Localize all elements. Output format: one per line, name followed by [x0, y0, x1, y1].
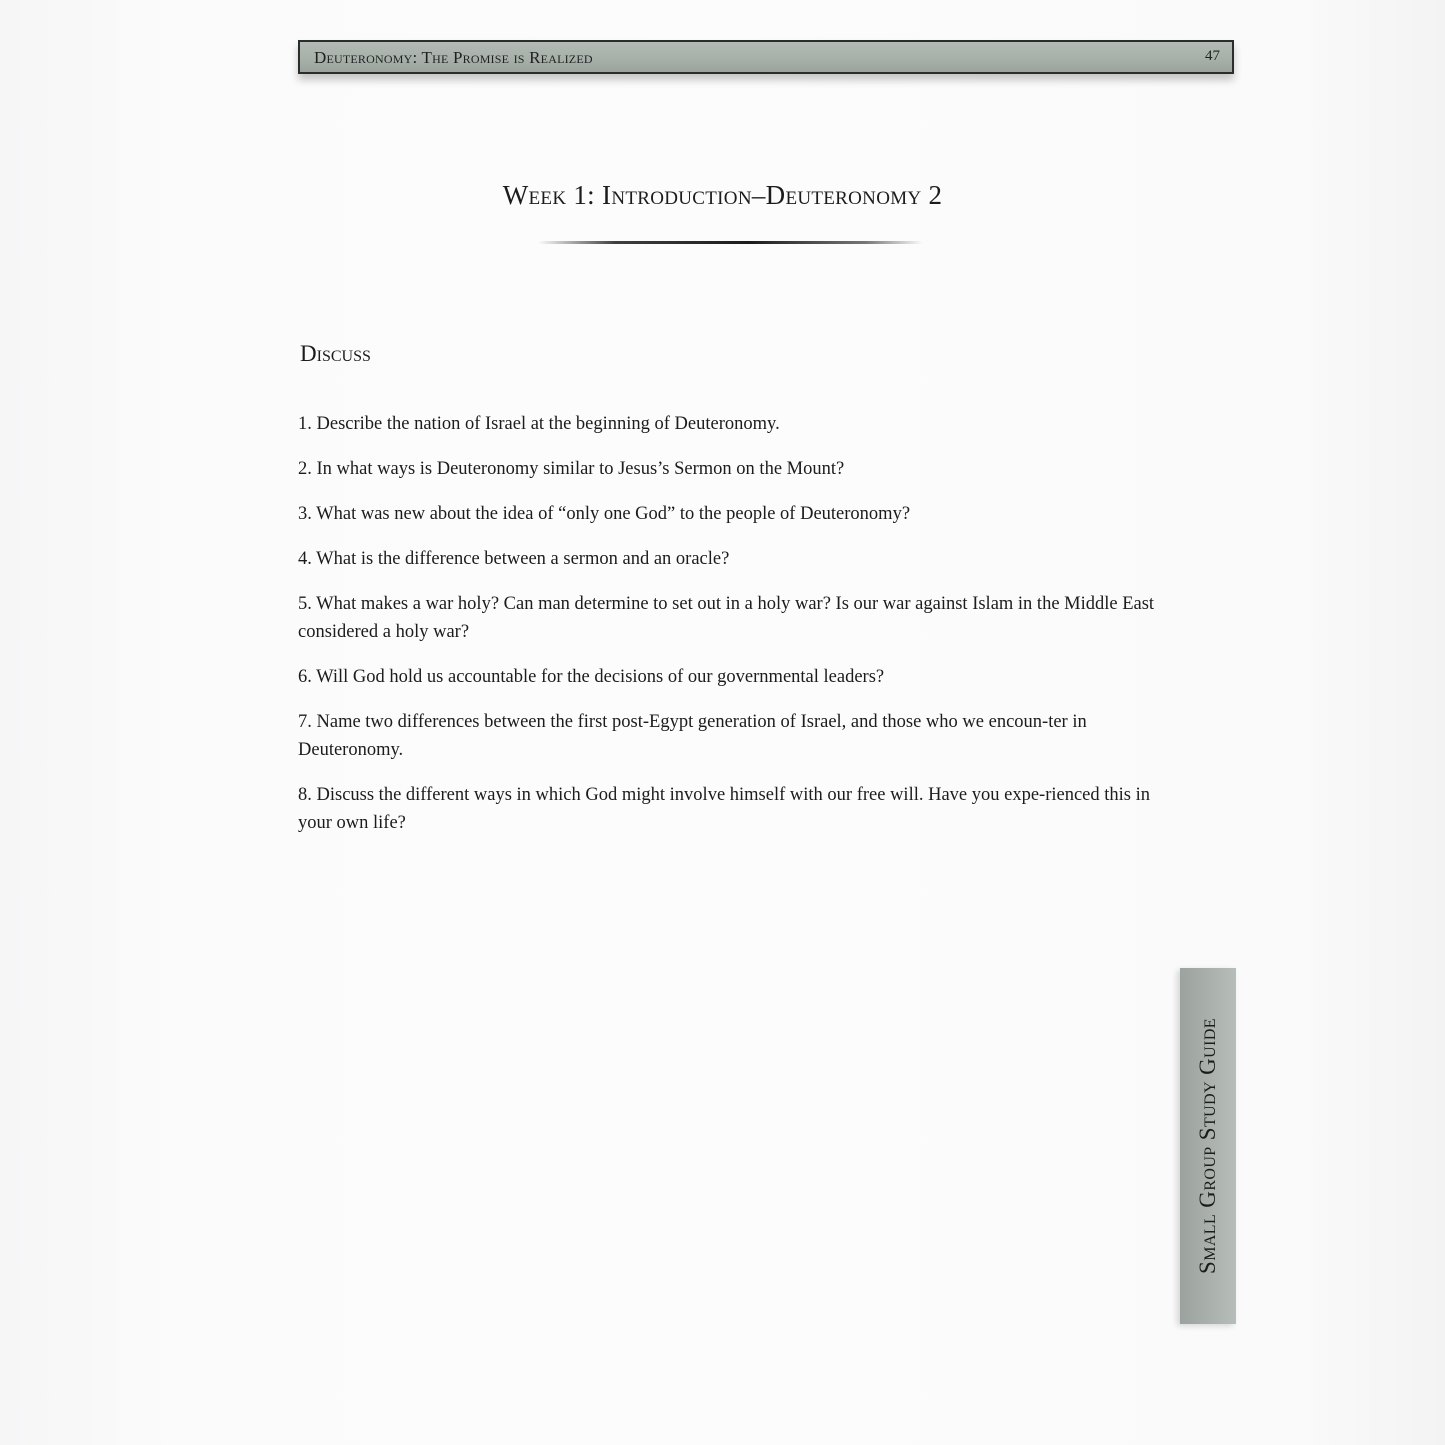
week-title: Week 1: Introduction–Deuteronomy 2: [502, 180, 943, 210]
question-item: 8. Discuss the different ways in which God might involve himself with our free will. Have you expe-rienced this in your own life?: [298, 785, 1151, 833]
title-divider: [538, 241, 923, 244]
question-item: 1. Describe the nation of Israel at the beginning of Deuteronomy.: [298, 414, 780, 434]
page-number: 47: [1205, 48, 1220, 64]
question-item: 6. Will God hold us accountable for the decisions of our governmental leaders?: [298, 667, 885, 687]
side-tab: [1180, 968, 1236, 1324]
section-heading: Discuss: [300, 341, 371, 366]
running-header-title: Deuteronomy: The Promise is Realized: [314, 48, 593, 67]
question-item: 2. In what ways is Deuteronomy similar to Jesus’s Sermon on the Mount?: [298, 459, 845, 479]
running-header: [298, 40, 1234, 74]
question-list: [298, 410, 1158, 854]
question-item: 5. What makes a war holy? Can man determine to set out in a holy war? Is our war against Islam in the Middle East considered a holy war?: [298, 594, 1155, 642]
question-item: 4. What is the difference between a sermon and an oracle?: [298, 549, 730, 569]
question-item: 7. Name two differences between the first post-Egypt generation of Israel, and those who we encoun-ter in Deuteronomy.: [298, 712, 1087, 760]
question-item: 3. What was new about the idea of “only one God” to the people of Deuteronomy?: [298, 504, 911, 524]
side-tab-label: Small Group Study Guide: [1195, 1018, 1220, 1274]
